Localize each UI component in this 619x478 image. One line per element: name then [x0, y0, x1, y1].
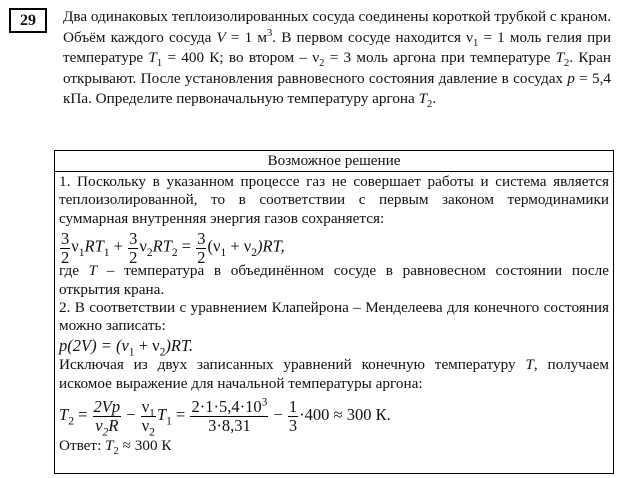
solution-header: Возможное решение [55, 151, 613, 172]
solution-step-1: 1. Поскольку в указанном процессе газ не совершает работы и система является теплоизолированной, то в соответствии с первым законом термодинамики суммарная внутренняя энергия газов сохраняется: [59, 173, 609, 227]
equation-state: $p(2V) = (\nu_1 + \nu_2)RT$. [59, 335, 194, 359]
solution-box [54, 150, 614, 474]
solution-answer: Ответ: $T_2 \approx 300$ К [59, 437, 172, 458]
solution-step-3: Исключая из двух записанных уравнений конечную температуру T, получаем искомое выражение для начальной температуры аргона: [59, 356, 609, 392]
solution-note: где T – температура в объединённом сосуде в равновесном состоянии после открытия крана. [59, 262, 609, 298]
task-statement: Два одинаковых теплоизолированных сосуда соединены короткой трубкой с краном. Объём каждого сосуда V = 1 $м^3$. В первом сосуде находится $\nu_1 = 1$ моль гелия при температуре $T_1 = 400$ К; во втором – $\nu_2 = 3$ моль аргона при температуре $T_2$. Кран открывают. После установления равновесного состояния давление в сосудах p = 5,4 кПа. Определите первоначальную температуру аргона $T_2$. [63, 8, 611, 111]
equation-result: $T_2$ = $\frac{2Vp}{\nu_2R}$ − $\frac{\nu_1}{\nu_2}$ $T_1$ = $\frac{2\cdot 1\cdot 5,4\cdot 10^3}{3\cdot 8,31}$ − $\frac{1}{3}$ ·400 ≈ 300 К. [59, 396, 391, 439]
solution-step-2: 2. В соответствии с уравнением Клапейрона – Менделеева для конечного состояния можно записать: [59, 299, 609, 335]
task-number: 29 [9, 8, 47, 33]
solution-body [55, 172, 613, 458]
equation-energy: $\frac{3}{2}$ $\nu_1RT_1$ + $\frac{3}{2}$ $\nu_2RT_2$ = $\frac{3}{2}$ $(\nu_1 + \nu_2)RT$, [61, 229, 285, 267]
